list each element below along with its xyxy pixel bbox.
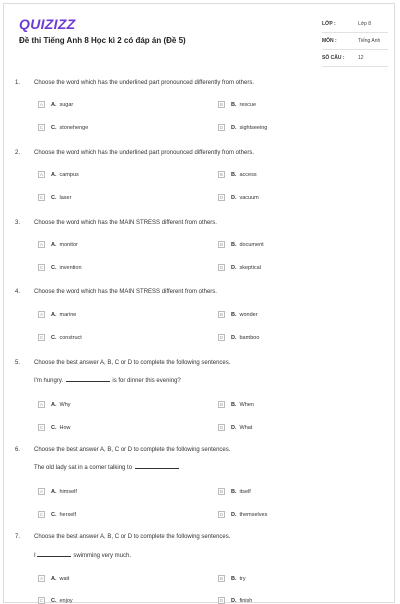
option-text: construct <box>59 334 82 341</box>
option-text: skeptical <box>239 264 261 271</box>
option-box: A <box>39 102 43 107</box>
quizizz-logo: QUIZIZZ <box>19 16 76 32</box>
sentence-start: I <box>34 553 36 559</box>
meta-label: LỚP : <box>322 21 336 27</box>
option-text: How <box>59 424 71 431</box>
option-box: A <box>39 402 43 407</box>
answer-blank <box>66 376 110 382</box>
option-c[interactable] <box>38 124 88 131</box>
option-text: campus <box>59 171 79 178</box>
question-number: 5. <box>15 360 21 366</box>
option-letter: D. <box>231 597 237 604</box>
option-box: B <box>219 172 223 177</box>
option-text: monitor <box>59 241 78 248</box>
option-b[interactable] <box>218 241 264 248</box>
option-letter: B. <box>231 311 237 318</box>
meta-row-class <box>322 16 388 33</box>
worksheet-page <box>3 3 395 603</box>
sentence-start: I'm hungry. <box>34 378 64 384</box>
question-text: Choose the best answer A, B, C or D to complete the following sentences. <box>34 534 231 540</box>
option-box: B <box>219 402 223 407</box>
option-text: try <box>239 575 246 582</box>
option-a[interactable] <box>38 575 69 582</box>
option-text: himself <box>59 488 77 495</box>
option-box: A <box>39 489 43 494</box>
option-text: sugar <box>59 101 74 108</box>
option-c[interactable] <box>38 511 76 518</box>
option-d[interactable] <box>218 124 267 131</box>
option-box: D <box>219 512 224 517</box>
option-box: B <box>219 312 223 317</box>
option-b[interactable] <box>218 311 258 318</box>
option-letter: A. <box>51 171 57 178</box>
option-text: invention <box>59 264 82 271</box>
option-d[interactable] <box>218 511 267 518</box>
question-number: 1. <box>15 80 21 86</box>
option-c[interactable] <box>38 424 71 431</box>
option-c[interactable] <box>38 194 71 201</box>
option-letter: C. <box>51 597 57 604</box>
option-box: C <box>39 195 44 200</box>
option-text: bamboo <box>239 334 260 341</box>
option-box: B <box>219 102 223 107</box>
option-text: What <box>239 424 253 431</box>
option-c[interactable] <box>38 597 73 604</box>
question-text: Choose the best answer A, B, C or D to complete the following sentences. <box>34 447 231 453</box>
question-sentence <box>34 551 131 559</box>
option-letter: B. <box>231 575 237 582</box>
meta-value: 12 <box>358 55 364 61</box>
option-box: D <box>219 335 224 340</box>
option-box: C <box>39 512 44 517</box>
option-letter: C. <box>51 124 57 131</box>
option-letter: C. <box>51 334 57 341</box>
option-letter: A. <box>51 101 57 108</box>
option-a[interactable] <box>38 171 79 178</box>
question-text: Choose the word which has the underlined part pronounced differently from others. <box>34 150 255 156</box>
worksheet-meta <box>322 16 388 67</box>
option-box: C <box>39 598 44 603</box>
option-letter: D. <box>231 264 237 271</box>
sentence-end: swimming very much. <box>73 553 132 559</box>
option-text: When <box>239 401 254 408</box>
option-d[interactable] <box>218 194 259 201</box>
option-text: finish <box>239 597 253 604</box>
option-letter: B. <box>231 488 237 495</box>
option-box: A <box>39 576 43 581</box>
option-b[interactable] <box>218 575 246 582</box>
option-letter: C. <box>51 511 57 518</box>
meta-value: Tiếng Anh <box>358 38 381 44</box>
meta-value: Lớp 8 <box>358 21 372 27</box>
option-box: B <box>219 489 223 494</box>
option-box: D <box>219 598 224 603</box>
option-b[interactable] <box>218 101 256 108</box>
option-a[interactable] <box>38 401 71 408</box>
option-letter: A. <box>51 311 57 318</box>
option-text: itself <box>239 488 251 495</box>
option-letter: A. <box>51 241 57 248</box>
option-letter: B. <box>231 401 237 408</box>
option-b[interactable] <box>218 171 257 178</box>
option-d[interactable] <box>218 264 261 271</box>
option-text: vacuum <box>239 194 259 201</box>
option-c[interactable] <box>38 264 82 271</box>
option-a[interactable] <box>38 311 76 318</box>
answer-blank <box>135 463 179 469</box>
option-text: wonder <box>239 311 258 318</box>
option-letter: D. <box>231 511 237 518</box>
option-box: C <box>39 335 44 340</box>
option-text: herself <box>59 511 77 518</box>
meta-label: SỐ CÂU : <box>322 55 345 61</box>
question-text: Choose the best answer A, B, C or D to complete the following sentences. <box>34 360 231 366</box>
option-d[interactable] <box>218 424 252 431</box>
option-text: stonehenge <box>59 124 89 131</box>
option-text: Why <box>59 401 71 408</box>
sentence-start: The old lady sat in a corner talking to <box>34 465 133 471</box>
answer-blank <box>37 551 71 557</box>
question-number: 4. <box>15 289 21 295</box>
option-box: B <box>219 242 223 247</box>
question-sentence <box>34 463 180 471</box>
option-letter: A. <box>51 575 57 582</box>
question-number: 7. <box>15 534 21 540</box>
option-letter: B. <box>231 101 237 108</box>
question-text: Choose the word which has the MAIN STRESS different from others. <box>34 220 217 226</box>
meta-row-count <box>322 50 388 67</box>
question-text: Choose the word which has the underlined part pronounced differently from others. <box>34 80 255 86</box>
option-box: C <box>39 125 44 130</box>
option-box: D <box>219 265 224 270</box>
option-a[interactable] <box>38 241 78 248</box>
option-text: rescue <box>239 101 257 108</box>
option-box: C <box>39 265 44 270</box>
option-box: A <box>39 172 43 177</box>
option-letter: D. <box>231 194 237 201</box>
option-letter: D. <box>231 424 237 431</box>
sentence-end: is for dinner this evening? <box>112 378 181 384</box>
option-box: D <box>219 195 224 200</box>
option-text: access <box>239 171 257 178</box>
option-letter: A. <box>51 401 57 408</box>
option-text: themselves <box>239 511 268 518</box>
question-number: 2. <box>15 150 21 156</box>
option-a[interactable] <box>38 101 73 108</box>
option-box: A <box>39 242 43 247</box>
option-text: sightseeing <box>239 124 268 131</box>
question-number: 6. <box>15 447 21 453</box>
option-letter: C. <box>51 264 57 271</box>
meta-row-subject <box>322 33 388 50</box>
option-text: document <box>239 241 264 248</box>
question-text: Choose the word which has the MAIN STRESS different from others. <box>34 289 217 295</box>
option-letter: A. <box>51 488 57 495</box>
option-letter: B. <box>231 171 237 178</box>
option-box: A <box>39 312 43 317</box>
worksheet-title: Đề thi Tiếng Anh 8 Học kì 2 có đáp án (Đề 5) <box>19 36 186 45</box>
option-box: B <box>219 576 223 581</box>
option-box: C <box>39 425 44 430</box>
question-number: 3. <box>15 220 21 226</box>
option-box: D <box>219 125 224 130</box>
option-letter: B. <box>231 241 237 248</box>
option-text: enjoy <box>59 597 73 604</box>
option-box: D <box>219 425 224 430</box>
option-b[interactable] <box>218 488 251 495</box>
option-text: wait <box>59 575 70 582</box>
option-letter: C. <box>51 424 57 431</box>
option-d[interactable] <box>218 334 259 341</box>
meta-label: MÔN : <box>322 38 337 44</box>
option-a[interactable] <box>38 488 77 495</box>
option-text: laser <box>59 194 72 201</box>
option-letter: C. <box>51 194 57 201</box>
option-d[interactable] <box>218 597 252 604</box>
option-text: marine <box>59 311 77 318</box>
option-b[interactable] <box>218 401 254 408</box>
option-c[interactable] <box>38 334 82 341</box>
worksheet-header <box>4 4 394 74</box>
option-letter: D. <box>231 124 237 131</box>
question-sentence <box>34 376 181 384</box>
option-letter: D. <box>231 334 237 341</box>
